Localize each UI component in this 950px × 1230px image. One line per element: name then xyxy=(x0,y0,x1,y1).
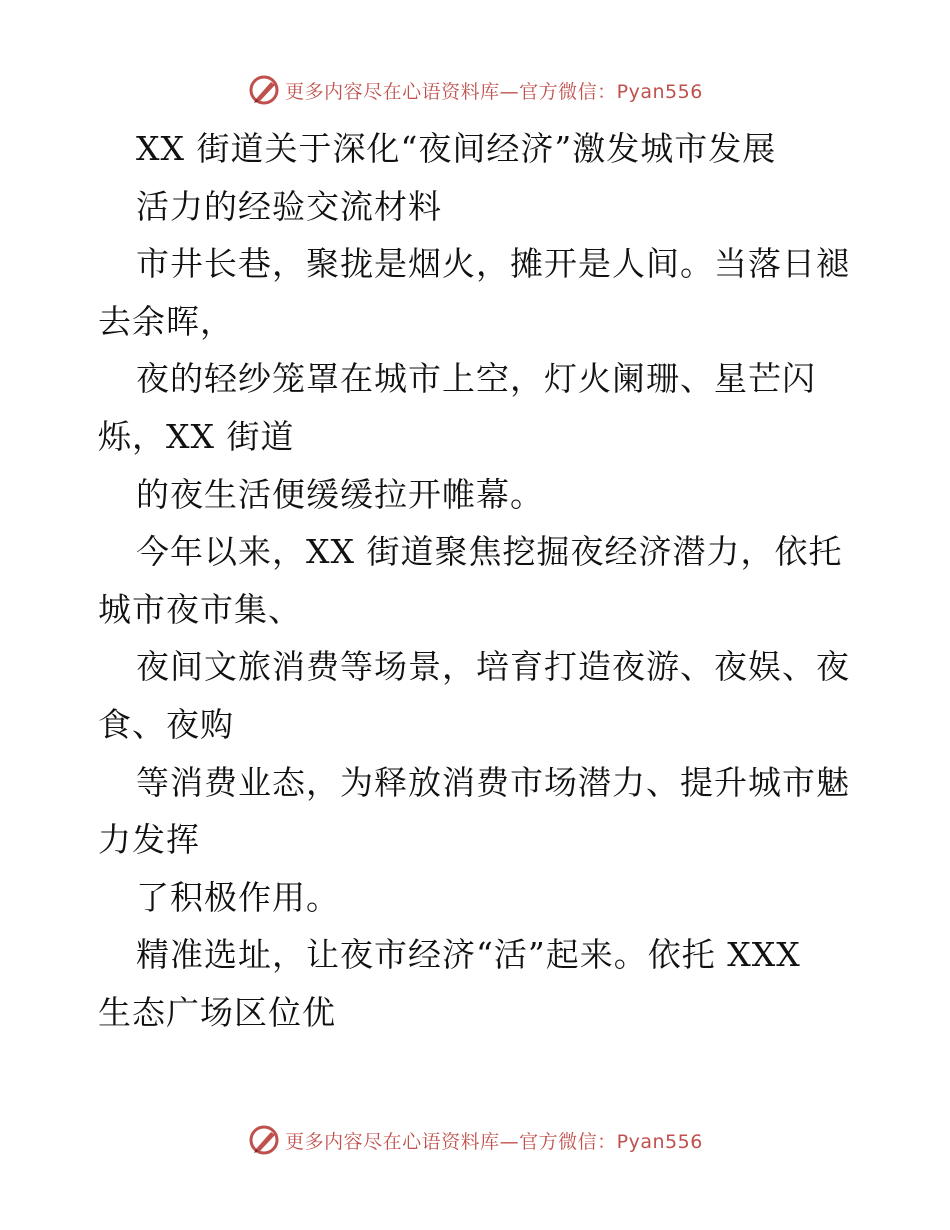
text-line: 等消费业态，为释放消费市场潜力、提升城市魅 xyxy=(136,762,850,802)
header-banner xyxy=(0,70,950,110)
text-line: XX 街道关于深化“夜间经济”激发城市发展 xyxy=(136,129,777,168)
text-line: 市井长巷，聚拢是烟火，摊开是人间。当落日褪 xyxy=(136,244,850,284)
text-line: 食、夜购 xyxy=(98,704,234,744)
text-line: 活力的经验交流材料 xyxy=(136,186,442,226)
banner-text: 更多内容尽在心语资料库—官方微信：Pyan556 xyxy=(285,80,703,103)
text-line: 的夜生活便缓缓拉开帷幕。 xyxy=(136,474,544,514)
text-line: 今年以来，XX 街道聚焦挖掘夜经济潜力，依托 xyxy=(136,532,843,572)
text-line: 去余晖， xyxy=(98,301,234,341)
document-body xyxy=(98,120,858,1042)
text-line: 烁，XX 街道 xyxy=(98,416,295,456)
text-line: 了积极作用。 xyxy=(136,877,340,917)
pen-circle-icon xyxy=(247,73,281,107)
text-line: 力发挥 xyxy=(98,820,200,860)
text-line: 夜的轻纱笼罩在城市上空，灯火阑珊、星芒闪 xyxy=(136,359,816,399)
text-line: 精准选址，让夜市经济“活”起来。依托 XXX xyxy=(136,935,801,975)
text-line: 夜间文旅消费等场景，培育打造夜游、夜娱、夜 xyxy=(136,647,850,687)
text-line: 城市夜市集、 xyxy=(98,589,302,629)
text-line: 生态广场区位优 xyxy=(98,992,336,1032)
pen-circle-icon xyxy=(247,1123,281,1157)
banner-text: 更多内容尽在心语资料库—官方微信：Pyan556 xyxy=(285,1130,703,1153)
footer-banner xyxy=(0,1120,950,1160)
